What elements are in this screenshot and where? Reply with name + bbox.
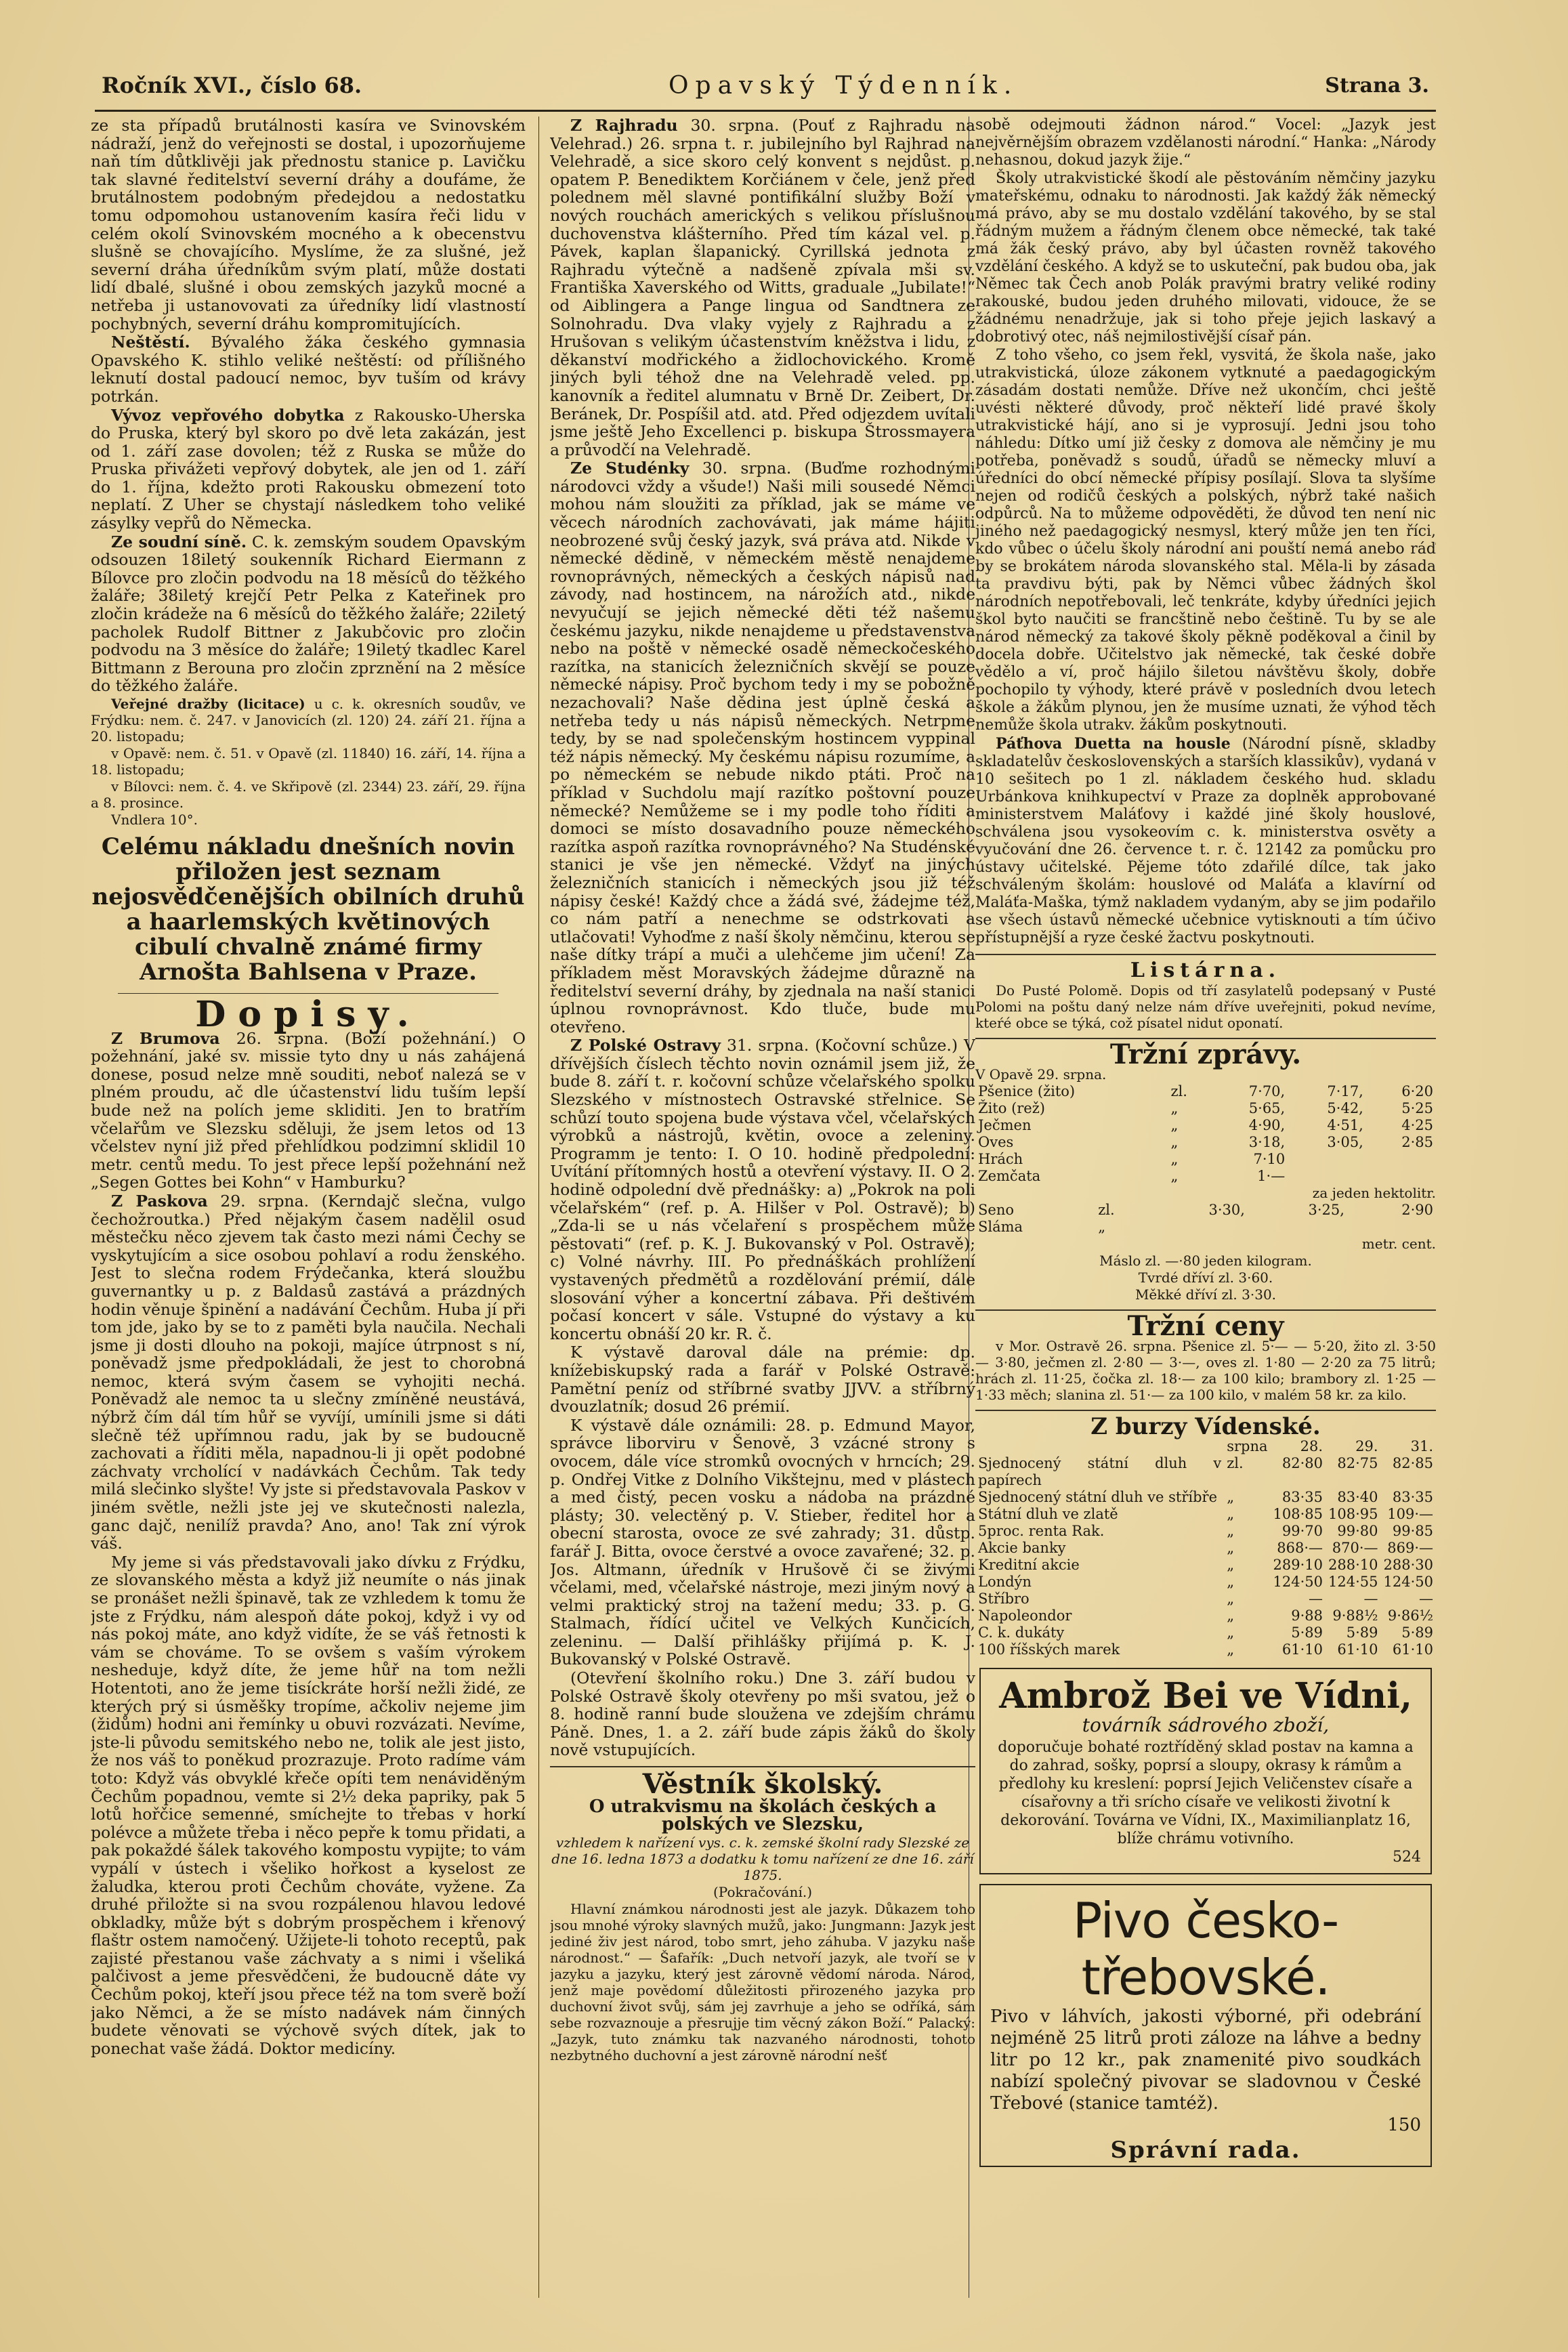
section-title-dopisy: Dopisy. [195, 994, 421, 1035]
burza-row [975, 1489, 1436, 1506]
notice-lead: Páťhova Duetta na houslе [996, 735, 1231, 753]
listarna-text: Do Pusté Polomě. Dopis od tří zasylatelů podepsaný v Pusté Polomi na poštu daný nelze nám dříve uveřejniti, pokud nevíme, kteŕé obce se týká, což písatel nidut oponatí. [975, 982, 1436, 1031]
table-cell: 83·35 [1281, 1489, 1323, 1505]
section-title-listarna: Listárna. [1130, 959, 1281, 982]
table-cell: — [1363, 1591, 1378, 1607]
table-cell: Oves [978, 1134, 1014, 1150]
table-cell: 31. [1410, 1438, 1433, 1454]
table-cell: 99·85 [1392, 1523, 1433, 1539]
table-cell: 5proc. renta Rak. [978, 1523, 1105, 1539]
market-table-2 [975, 1202, 1436, 1236]
column-1 [91, 117, 526, 2305]
notice-text: (Národní písně, skladby skladatelův československých a starších klassikův), vydaná v 10 sešitech po 1 zl. nákladem českého hud. skladu Urbánkova knihkupectví v Praze za doplněk approbované ministerstvem Maláťovy i každé jiné školy houslové, schválena jsou vysokeovím c. k. ministerstva osvěty a vyučování dne 26. července t. r. č. 12142 za pomůcku pro ústavy učitelské. Pějeme tóto zdařilé dílce, tak jako schváleným školám: houslové od Maláťa a klavírní od Maláťa-Maška, týmž nakladem vydaným, aby se jim podařilo se všech ústavů německé učebnice vytisknouti a tím účivo přístupnější a ryze české žactvu poskytnouti. [975, 736, 1436, 946]
article-text: C. k. zemským soudem Opavským odsouzen 18iletý soukenník Richard Eiermann z Bílovce pro zločin podvodu na 18 měsíců do těžkého žaláře; 38iletý krejčí Petr Pelka z Kateřinek pro zločin krádeže na 6 měsíců do těžkého žaláře; 22iletý pacholek Rudolf Bittner z Jakubčovic pro zločin podvodu na 3 měsíce do žaláře; 19iletý tkadlec Karel Bittmann z Berouna pro zločin zprznění na 2 měsíce do těžkého žaláře. [91, 532, 526, 696]
school-article-paragraph: Školy utrakvistické škodí ale pěstováním němčiny jazyku mateřskému, odnaku to národnosti. Jak každý žák německý má právo, aby se mu dostalo vzdělání takového, by se stal řádným mužem a řádným členem obce německé, tak také má žák český právo, aby byl účasten rovněž takového vzdělání českého. A když se to uskuteční, pak budou oba, jak Němec tak Čech anob Polák pravými bratry veliké rodiny rakouské, budou jeden druhého milovati, vidouce, že se žádnému nenadržuje, jak si toho přeje jejich laskavý a dobrotivý otec, náš nejmilostivější císař pán. [975, 170, 1436, 345]
letter-lead: Z Paskova [111, 1191, 208, 1211]
article-text: z Rakousko-Uherska do Pruska, který byl skoro po dvě leta zakázán, jest od 1. září zase dovolen; též z Ruska se může do Pruska přivážeti vepřový dobytek, ale jen od 1. září do 1. října, kdežto proti Rakousku obmezení toto neplatí. Z Uher se chystají následkem toho veliké zásylky vepřů do Německa. [91, 405, 526, 533]
table-cell: 1·— [1257, 1168, 1286, 1184]
burza-row [975, 1523, 1436, 1540]
table-cell: 83·40 [1337, 1489, 1378, 1505]
table-cell: 5·65, [1248, 1100, 1286, 1116]
section-rule [975, 1410, 1436, 1411]
burza-row [975, 1608, 1436, 1624]
column-divider-1 [538, 117, 539, 2298]
table-cell: 2·85 [1401, 1134, 1433, 1150]
table-cell: 4·90, [1248, 1117, 1286, 1133]
letter-text: 31. srpna. (Kočovní schůze.) V dřívějších číslech těchto novin oznámil jsem již, že bude 8. září t. r. kočovní schůze včelařského spolku Slezského v místnostech Ostravské střelnice. Se schůzí touto spojena bude výstava včel, včelařských výrobků a nástrojů, květin, ovoce a zeleniny. Programm je tento: I. O 10. hodině předpolední: Uvítání přítomných hostů a otevření výstavy. II. O 2. hodině odpolední dvě přednášky: a) „Pokrok na poli včelařském“ (ref. p. A. Hilšer v Pol. Ostravě); b) „Zda-li se u nás včelaření s prospěchem může pěstovati“ (ref. p. K. J. Bukovanský v Pol. Ostravě); c) Volné návrhy. III. Po přednáškách prohlížení vystavených předmětů a rozdělování prémií, dále slosování výher a koncertní zábava. Při deštivém počasí koncert v sále. Vstupné do výstavy a ku koncertu obnáší 20 kr. R. č. [550, 1036, 975, 1343]
ad-text: Pivo v láhvích, jakosti výborné, při odebrání nejméně 25 litrů proti záloze na láhve a bedny litr po 12 kr., pak znamenité pivo soudkách nabízí společný pivovar se sladovnou v České Třebové (stanice tamtéž). [990, 2007, 1421, 2114]
table-cell: 100 říšských marek [978, 1641, 1120, 1658]
market-row [975, 1134, 1436, 1151]
burza-row [975, 1506, 1436, 1523]
article-text: Bývalého žáka českého gymnasia Opavského K. stihlo veliké neštěstí: od přílišného leknutí dostal padoucí nemoc, byv tuším od krávy potrkán. [91, 333, 526, 406]
letter-text: 26. srpna. (Boží požehnání.) O požehnání, jaké sv. missie tyto dny u nás zahájená donese, posud nelze mně souditi, neboť nalezá se v plném proudu, ač dle účastenství lidu tuším lepší bude než na polích jeme skliditi. Jen to bratřím včelařům ve Slezsku sděluji, že jsem letos od 13 včelstev nyní již před přehlídkou podzimní sklidil 10 metr. centů medu. To jest přece lepší požehnání než „Segen Gottes bei Kohn“ v Hamburku? [91, 1028, 526, 1192]
letter-text: 30. srpna. (Pouť z Rajhradu na Velehrad.) 26. srpna t. r. jubilejního byl Rajhrad na Velehradě, a sice skoro celý konvent s nejdůst. p. opatem P. Benediktem Korčiánem v čele, jenž před polednem měl slavné pontifikální služby Boží v nových rouchách amerických s velikou příslušnou duchovenstva klášterního. Před tím kázal vel. p. Pávek, kaplan šlapanický. Cyrillská jednota z Rajhradu výtečně a nadšeně zpívala mši sv. Františka Xaverského od Witts, graduale „Jubilate!“ od Aiblingera a Pange lingua od Sandtnera ze Solnohradu. Dva vlaky vyjely z Rajhradu a z Hrušovan s velikým účastenstvím kněžstva i lidu, z děkanství modřického a židlochovického. Kromě jiných byli téhož dne na Velehradě veled. pp. kanovník a ředitel alumnatu v Brně Dr. Zeibert, Dr. Beránek, Dr. Pospíšil atd. atd. Před odjezdem uvítali jsme ještě Jeho Excellenci p. biskupa Štrossmayera a průvodčí na Velehradě. [550, 117, 975, 459]
school-article-note: vzhledem k nařízení vys. c. k. zemské školní rady Slezské ze dne 16. ledna 1873 a dodatku k tomu nařízení ze dne 16. září 1875. [551, 1834, 974, 1883]
table-cell: 3·05, [1327, 1134, 1363, 1150]
table-cell: „ [1227, 1624, 1235, 1641]
letter-paragraph: K výstavě dále oznámili: 28. p. Edmund Mayor, správce liborviru v Šenově, 3 vzácné strony s ovocem, dále více stromků ovocných v hrncích; 29. p. Ondřej Vitke z Dolního Vikštejnu, med v plástech a med čistý, pecen vosku a nádoba na prázdné plásty; 30. velectěný p. V. Stieber, ředitel hor a obecní starosta, ovoce ze své zahrady; 31. důstp. farář J. Bitta, ovoce čerstvé a ovoce zavařené; 32. p. Jos. Altmann, úředník v Hrušově či se živými včelami, med, včelařské nástroje, mezi jiným nový a velmi praktický stroj na tažení medu; 33. p. G. Stalmach, řídící učitel ve Velkých Kunčicích, zeleninu. — Další přihlášky přijímá p. K. J. Bukovanský v Polské Ostravě. [550, 1415, 975, 1669]
table-cell: 869·— [1387, 1540, 1433, 1556]
table-cell: 29. [1355, 1438, 1378, 1454]
market-row [975, 1083, 1436, 1100]
supplement-notice: Celému nákladu dnešních novin přiložen jest seznam nejosvědčenějších obilních druhů a haarlemských květinových cibulí chvalně známé firmy Arnošta Bahlsena v Praze. [91, 833, 525, 986]
article-lead: Neštěstí. [111, 333, 190, 352]
table-cell: „ [1170, 1100, 1179, 1116]
page-number: Strana 3. [1325, 73, 1429, 98]
table-cell: 124·50 [1383, 1574, 1433, 1590]
table-cell: zl. [1170, 1083, 1187, 1099]
table-cell [1347, 1219, 1436, 1236]
table-cell: Sláma [978, 1219, 1023, 1235]
table-cell: „ [1227, 1574, 1235, 1590]
letter-paskov-cont: My jeme si vás představovali jako dívku z Frýdku, ze slovanského města a když již neumíte o nás jinak se pronášet nežli špinavě, tak ze vzhledem k tomu že jste z Frýdku, nám alespoň dáte pokoj, když i vy od nás pokoj máte, ano když vidíte, že se váš řetnosti k vám se chováme. To se ovšem s vaším výrokem nesheduje, když díte, že jeme hůř na tom nežli Hotentoti, ano že jeme tisíckráte horší nežli židé, ze kterých prý si úsměšky tropíme, ačkoliv nejeme jim (židům) hodni ani řemínky u obuvi rozvázati. Nevíme, jste-li původu semitského nebo ne, tolik ale jest jisto, že nos váš to poněkud prozrazuje. Proto radíme vám toto: Když vás obvyklé křeče opíti tem nenáviděným Čechům popadnou, vemte si 2½ deka papriky, pak 5 lotů hořčice semenné, smíchejte to třebas v horkí polévce a můžete třeba i něco pepře k tomu přidati, a pak pokaždé šálek takového kompostu vypijte; to vám vypálí v ústech i všeliko hořkost a kyselost ze žaludka, kterou proti Čechům chováte, vyžene. Za druhé přiložte si na svou rozpálenou hlavou ledové obkladky, může být s dobrým prospěchem i křenový flaštr ostem namočený. Užijete-li tohoto receptů, pak zajisté přestanou vaše záchvaty a s nimi i všeliká palčivost a jeme přesvědčeni, že budoucně dáte vy Čechům pokoj, kteří jsou přece též na tom sverě boží jako Němci, a že se místo nadávek nám činných budete věnovati se výchově svých dítek, jak to ponechat vaše žádá. Doktor medicíny. [91, 1552, 526, 2058]
auctions [91, 696, 526, 744]
section-rule [975, 954, 1436, 955]
market-extra: Tvrdé dříví zl. 3·60. [1138, 1269, 1273, 1286]
table-cell [1366, 1168, 1436, 1185]
article-soud [91, 533, 526, 695]
ad-title: Pivo česko-třebovské. [1072, 1892, 1339, 2006]
table-cell: 870·— [1332, 1540, 1378, 1556]
table-cell: 3·30, [1208, 1202, 1245, 1218]
ad-pivo [979, 1884, 1432, 2167]
table-cell: „ [1227, 1523, 1235, 1539]
table-cell: 82·75 [1337, 1455, 1378, 1471]
table-cell: 288·10 [1328, 1557, 1378, 1573]
table-cell: Stříbro [978, 1591, 1030, 1607]
table-cell: „ [1227, 1608, 1235, 1624]
table-cell: Ječmen [978, 1117, 1032, 1133]
ad-title: Ambrož Bei ve Vídni, [999, 1675, 1412, 1717]
auctions-lead: Veřejné dražby (licitace) [111, 696, 305, 712]
table-cell: Hrách [978, 1151, 1023, 1167]
table-cell: „ [1227, 1540, 1235, 1556]
burza-row [975, 1557, 1436, 1574]
market-row [975, 1117, 1436, 1134]
table-cell: 9·88½ [1332, 1608, 1378, 1624]
ad-number: 524 [1393, 1849, 1421, 1866]
table-cell: C. k. dukáty [978, 1624, 1065, 1641]
ad-ambroz-bei [979, 1668, 1432, 1874]
market-row [975, 1168, 1436, 1185]
table-cell: srpna [1227, 1438, 1268, 1454]
letter-lead: Ze Studénky [570, 459, 690, 478]
table-cell: Londýn [978, 1574, 1032, 1590]
table-cell: „ [1227, 1489, 1235, 1505]
ad-footer: Správní rada. [1110, 2137, 1301, 2164]
market-title: Tržní zprávy. [1109, 1038, 1302, 1070]
table-cell: 4·51, [1327, 1117, 1363, 1133]
ad-text: doporučuje bohaté roztříděný sklad postav na kamna a do zahrad, sošky, poprsí a sloupy, okrasy k rámům a předlohy ku kreslení: poprsí Jejich Veličenstev císaře a císařovny a tři srícho císaře ve velikosti životní k dekorování. Továrna ve Vídni, IX., Maximilianplatz 16, blíže chrámu votivního. [998, 1739, 1414, 1847]
school-article-title: O utrakvismu na školách českých a polských ve Slezsku, [589, 1796, 937, 1835]
burza-row [975, 1624, 1436, 1641]
table-cell: „ [1170, 1134, 1179, 1150]
table-cell: 4·25 [1401, 1117, 1433, 1133]
table-cell: 124·50 [1273, 1574, 1323, 1590]
burza-header-row [975, 1438, 1436, 1455]
burza-row [975, 1455, 1436, 1489]
header-rule [95, 110, 1436, 112]
school-article-cont-text: sobě odejmouti žádnon národ.“ Vocel: „Jazyk jest nejvěrnějším obrazem vzdělanosti národní.“ Hanka: „Národy nehasnou, dokud jazyk žije.“ [975, 117, 1436, 169]
table-cell: Napoleondor [978, 1608, 1072, 1624]
table-cell: — [1309, 1591, 1323, 1607]
table-cell: 5·89 [1291, 1624, 1323, 1641]
table-cell: Žito (rež) [978, 1100, 1045, 1116]
article-nestesti [91, 333, 526, 405]
article-lead: Ze soudní síně. [111, 532, 247, 551]
school-article-text: Hlavní známkou národnosti jest ale jazyk. Důkazem toho jsou mnohé výroky slavných mužů, jako: Jungmann: Jazyk jest jediné živ jest národ, tobo smrt, jeho záhuba. V jazyku naše národnost.“ — Šafařík: „Duch netvoří jazyk, ale tvoří se v jazyku a jazyku, který jest zárovně vědomí národa. Národ, jenž maje povědomí důležitosti přirozeného jazyka pro duchovní život svůj, sám jej zavrhuje a jeho se odříká, sám sebe rozvaznouje a přesrujje tim věcný zákon Boží.“ Palacký: „Jazyk, tuto známku tak nazvaného národnosti, tohoto nezbytného duchovní a jest zárovně národní nešť [550, 1900, 975, 2063]
table-cell: Zemčata [978, 1168, 1041, 1184]
table-cell: „ [1170, 1168, 1179, 1184]
auction-item: v Opavě: nem. č. 51. v Opavě (zl. 11840) 16. září, 14. října a 18. listopadu; [91, 745, 526, 778]
letter-text: 29. srpna. (Kerndajč slečna, vulgo čechožroutka.) Před nějakým časem nadělil osud městečku něco zjevem tak často mezi námi Čechy se vyskytujícím a sice osobou pohlaví a rodu ženského. Jest to slečna rodem Frýdečanka, která sloužbu guvernantky u p. z Baldasů zastává a prázdných hodin věnuje špinění a nadávání Čechům. Huba jí při tom jde, jako by se to z paměti byla naučila. Nechali jsme ji dosti dlouho na pokoji, majíce útrpnost s ní, poněvadž jsme předpokládali, že jest to chorobná nemoc, která svým časem se vyhojiti nechá. Poněvadž ale nemoc ta u slečny zmíněné neustává, nýbrž čím dál tím hůř se vyvíjí, umínili jsme si dáti slečně též upřímnou radu, jak by se budoucně zachovati a říditi měla, napadnou-li ji opět podobné záchvaty vrcholící v nadávkách Čechům. Tak tedy milá slečinko slyšte! Vy jste si představovala Paskov v jiném světle, nežli jste jej ve skutečnosti nalezla, ganc dajč, nenilíž pravda? Ano, ano! Tak zní výrok váš. [91, 1191, 526, 1553]
table-cell: 109·— [1387, 1506, 1433, 1522]
table-cell: Státní dluh ve zlatě [978, 1506, 1118, 1522]
table-cell: 28. [1300, 1438, 1323, 1454]
table-cell: 7·70, [1248, 1083, 1286, 1099]
table-cell: 83·35 [1392, 1489, 1433, 1505]
letter-lead: Z Brumova [111, 1028, 220, 1048]
table-cell: 7·17, [1327, 1083, 1363, 1099]
market-table [975, 1083, 1436, 1185]
burza-table [975, 1438, 1436, 1658]
table-cell: zl. [1098, 1202, 1115, 1218]
article-lead: Vývoz vepřového dobytka [111, 405, 345, 425]
market-prices-text: v Mor. Ostravě 26. srpna. Pšenice zl. 5·— — 5·20, žito zl. 3·50 — 3·80, ječmen zl. 2·80 — 3·—, oves zl. 1·80 — 2·20 za 75 litrů; hrách zl. 11·25, čočka zl. 18·— za 100 kilo; brambory zl. 1·25 — 1·33 měch; slanina zl. 51·— za 100 kilo, v malém 58 kr. za kilo. [975, 1338, 1436, 1403]
page-header [102, 65, 1429, 106]
table-cell [1288, 1151, 1366, 1168]
table-cell [1148, 1219, 1248, 1236]
burza-row [975, 1540, 1436, 1557]
article-vyvoz [91, 406, 526, 532]
school-article-paragraph: Z toho všeho, co jsem řekl, vysvitá, že škola naše, jako utrakvistická, úloze zákonem vytknuté a paedagogickým zásadám dostati nemůže. Dříve než ukončím, chci ještě uvésti některé důvody, proč někteří lidé pravé školy utrakvistické hájí, ano si je vyprosují. Jedni jsou toho náhledu: Dítko umí již česky z domova ale němčiny je mu potřeba, poněvadž s soudů, úřadů se německy mluví a úředníci do obcí německé přípisy posílají. Slova ta slyšíme nejen od rodičů českých a polských, nýbrž také našich odpůrců. Na to můžeme odpověděti, že důvod ten není nic jiného než paedagogický nesmysl, který může jen ten říci, kdo vůbec o účelu školy národní ani pouští nemá anebo ráď by se brokátem národa slovanského stal. Měla-li by zásada ta pravdivu býti, pak by Němci vůbec žádných škol národních nepotřebovali, leč tenkráte, kdyby úředníci jejich škol byto naučiti se francštině nebo češtině. Tu by se ale národ německý za takové školy pěkně poděkoval a činil by docela dobře. Učitelstvo jak německé, tak české dobře vědělo a ví, proč hájilo šiletou návštěvu školy, dobře pochopilo ty výhody, které právě v posledních dvou letech škole a žákům plynou, jen že musíme uznati, že výhod těch nemůže škola utrakv. žákům poskytnouti. [975, 347, 1436, 734]
letter-studenka [550, 459, 975, 1036]
burza-title: Z burzy Vídenské. [1090, 1413, 1321, 1440]
letter-paragraph: (Otevření školního roku.) Dne 3. září budou v Polské Ostravě školy otevřeny po mši svatou, jež o 8. hodině ranní bude sloužena ve zdejším chrámu Páně. Dnes, 1. a 2. září bude zápis žáků do školy nově vstupujících. [550, 1668, 975, 1760]
market-unit-1: za jeden hektolitr. [1312, 1185, 1436, 1201]
market-row [975, 1219, 1436, 1236]
section-title-vestnik: Věstník školský. [642, 1768, 883, 1801]
table-cell [1366, 1151, 1436, 1168]
market-extra: Máslo zl. —·80 jeden kilogram. [1099, 1253, 1312, 1269]
letter-lead: Z Rajhradu [570, 117, 678, 135]
market-row [975, 1100, 1436, 1117]
table-cell: 82·85 [1392, 1455, 1433, 1471]
burza-row [975, 1591, 1436, 1608]
table-cell: Pšenice (žito) [978, 1083, 1076, 1099]
table-cell: 2·90 [1401, 1202, 1433, 1218]
table-cell: 61·10 [1392, 1641, 1433, 1658]
table-cell: „ [1227, 1641, 1235, 1658]
table-cell: „ [1227, 1591, 1235, 1607]
article-svinov: ze sta případů brutálnosti kasíra ve Svinovském nádraží, jenž do veřejnosti se dostal, i upozorňujeme naň tím důtklivěji jak přednostu stanice p. Lavičku tak slavné ředitelství severní dráhy a doufáme, že brutálnostem podobným předejdou a nedostatku tomu odpomohou ustanovením kasíra řeči lidu v celém okolí Svinovském mocného a k obecenstvu slušně se chovajícího. Myslíme, že za slušné, jež severní dráha úředníkům svým platí, může dostati lidí dbalé, slušné i obou zemských jazyků mocné a netřeba ji ustanovovati za úředníky lidí vlastností pochybných, severní dráhu kompromitujících. [91, 117, 526, 333]
table-cell: 289·10 [1273, 1557, 1323, 1573]
table-cell: 61·10 [1337, 1641, 1378, 1658]
table-cell: 108·95 [1328, 1506, 1378, 1522]
table-cell: 288·30 [1383, 1557, 1433, 1573]
market-prices-title: Tržní ceny [1127, 1310, 1284, 1342]
table-cell: „ [1227, 1506, 1235, 1522]
table-cell: 868·— [1277, 1540, 1323, 1556]
table-cell: 6·20 [1401, 1083, 1433, 1099]
burza-row [975, 1574, 1436, 1591]
notice-duetta [975, 735, 1436, 947]
auction-tag: Vndlera 10°. [111, 812, 198, 828]
letter-lead: Z Polské Ostravy [570, 1036, 721, 1055]
table-cell: 9·86½ [1387, 1608, 1433, 1624]
table-cell [1288, 1168, 1366, 1185]
burza-row [975, 1641, 1436, 1658]
table-cell: — [1419, 1591, 1433, 1607]
table-cell: „ [1098, 1219, 1106, 1235]
letter-polska-ostrava [550, 1036, 975, 1343]
market-date: V Opavě 29. srpna. [975, 1066, 1107, 1083]
table-cell: 108·85 [1273, 1506, 1323, 1522]
market-extra: Měkké dříví zl. 3·30. [1135, 1286, 1277, 1303]
section-rule [550, 1766, 975, 1767]
table-cell: zl. [1227, 1455, 1244, 1471]
letter-brumov [91, 1030, 526, 1192]
table-cell: „ [1170, 1117, 1179, 1133]
table-cell: 5·89 [1401, 1624, 1433, 1641]
table-cell: Sjednocený státní dluh ve stříbře [978, 1489, 1218, 1505]
table-cell: 9·88 [1291, 1608, 1323, 1624]
table-cell [1248, 1219, 1347, 1236]
table-cell: Akcie banky [978, 1540, 1066, 1556]
table-cell: Seno [978, 1202, 1014, 1218]
table-cell: Kreditní akcie [978, 1557, 1080, 1573]
table-cell: „ [1227, 1557, 1235, 1573]
table-cell: 61·10 [1281, 1641, 1323, 1658]
letter-rajhrad [550, 117, 975, 459]
table-cell: 3·25, [1308, 1202, 1344, 1218]
table-cell: 5·89 [1346, 1624, 1378, 1641]
volume-number: Ročník XVI., číslo 68. [102, 72, 362, 98]
column-3 [975, 117, 1436, 2305]
table-cell: 124·55 [1328, 1574, 1378, 1590]
newspaper-title: Opavský Týdenník. [669, 71, 1019, 100]
market-unit-2: metr. cent. [1361, 1236, 1436, 1252]
column-2 [550, 117, 975, 2305]
table-cell [975, 1438, 1224, 1455]
table-cell: 5·25 [1401, 1100, 1433, 1116]
ad-number: 150 [1387, 2115, 1421, 2135]
table-cell: 99·80 [1337, 1523, 1378, 1539]
table-cell: „ [1170, 1151, 1179, 1167]
ad-subtitle: továrník sádrového zboží, [1082, 1714, 1330, 1736]
auction-item: v Bílovci: nem. č. 4. ve Skřipově (zl. 2344) 23. září, 29. října a 8. prosince. [91, 778, 526, 811]
table-cell: Sjednocený státní dluh v papírech [978, 1455, 1222, 1488]
market-row [975, 1202, 1436, 1219]
letter-paskov [91, 1192, 526, 1553]
school-article-cont: (Pokračování.) [713, 1883, 812, 1900]
table-cell: 3·18, [1248, 1134, 1286, 1150]
auction-item: u c. k. okresních soudův, ve Frýdku: nem. č. 247. v Janovicích (zl. 120) 24. září 21. října a 20. listopadu; [91, 696, 526, 744]
table-cell: 82·80 [1281, 1455, 1323, 1471]
table-cell: 99·70 [1281, 1523, 1323, 1539]
market-row [975, 1151, 1436, 1168]
table-cell: 5·42, [1327, 1100, 1363, 1116]
letter-paragraph: K výstavě daroval dále na prémie: dp. knížebiskupský rada a farář v Polské Ostravě: Pamětní peníz od stříbrné svatby JJVV. a stříbrný dvouzlatník; dosud 26 prémií. [550, 1343, 975, 1416]
letter-text: 30. srpna. (Buďme rozhodnými národovci vždy a všude!) Naši mili sousedé Němci mohou nám sloužiti za příklad, jak se máme ve věcech národních zachovávati, jak máme hájiti neobrozené svůj český jazyk, svá práva atd. Nikde v německé dědině, v německém městě nenajdeme rovnoprávných, německých a českých nápisů nad závody, nad hostincem, na nárožích atd., nikde nevyučují se jejich německé děti též našemu českému jazyku, nikde nenajdeme u představenstva nebo na poště v německé osadě německočeského razítka, na stanicích železničních skvějí se pouze německé nápisy. Proč bychom tedy i my se pobožně nezachovali? Naše dědina jest úplně česká a netřeba tedy u nás nápisů německých. Netrpme tedy, by se nad společenským hostincem vyppinal též nápis německý. My českému nápisu rozumíme, a po německém se nebude nikdo ptáti. Proč na příklad v Suchdolu mají razítko poštovní pouze německé? Nemůžeme se i my podle toho říditi a domoci se místo dosavadního pouze německého razítka aspoň razítka rovnoprávného? Na Studénské stanici je vše jen německé. Vždyť na jiných železničních stanicích i německých jsou již též nápisy české! Každý chce a žádá své, žádejme též, co nám patří a nenechme se odstrkovati a utlačovati! Vyhoďme z naší školy němčinu, kterou se naše dítky trápí a muči a ulehčeme jim učení! Za příkladem měst Moravských žádejme důrazně na ředitelství severní dráhy, by zjednala na naší stanici úplnou rovnoprávnost. Kdo tluče, bude mu otevřeno. [550, 459, 975, 1036]
table-cell: 7·10 [1253, 1151, 1286, 1167]
